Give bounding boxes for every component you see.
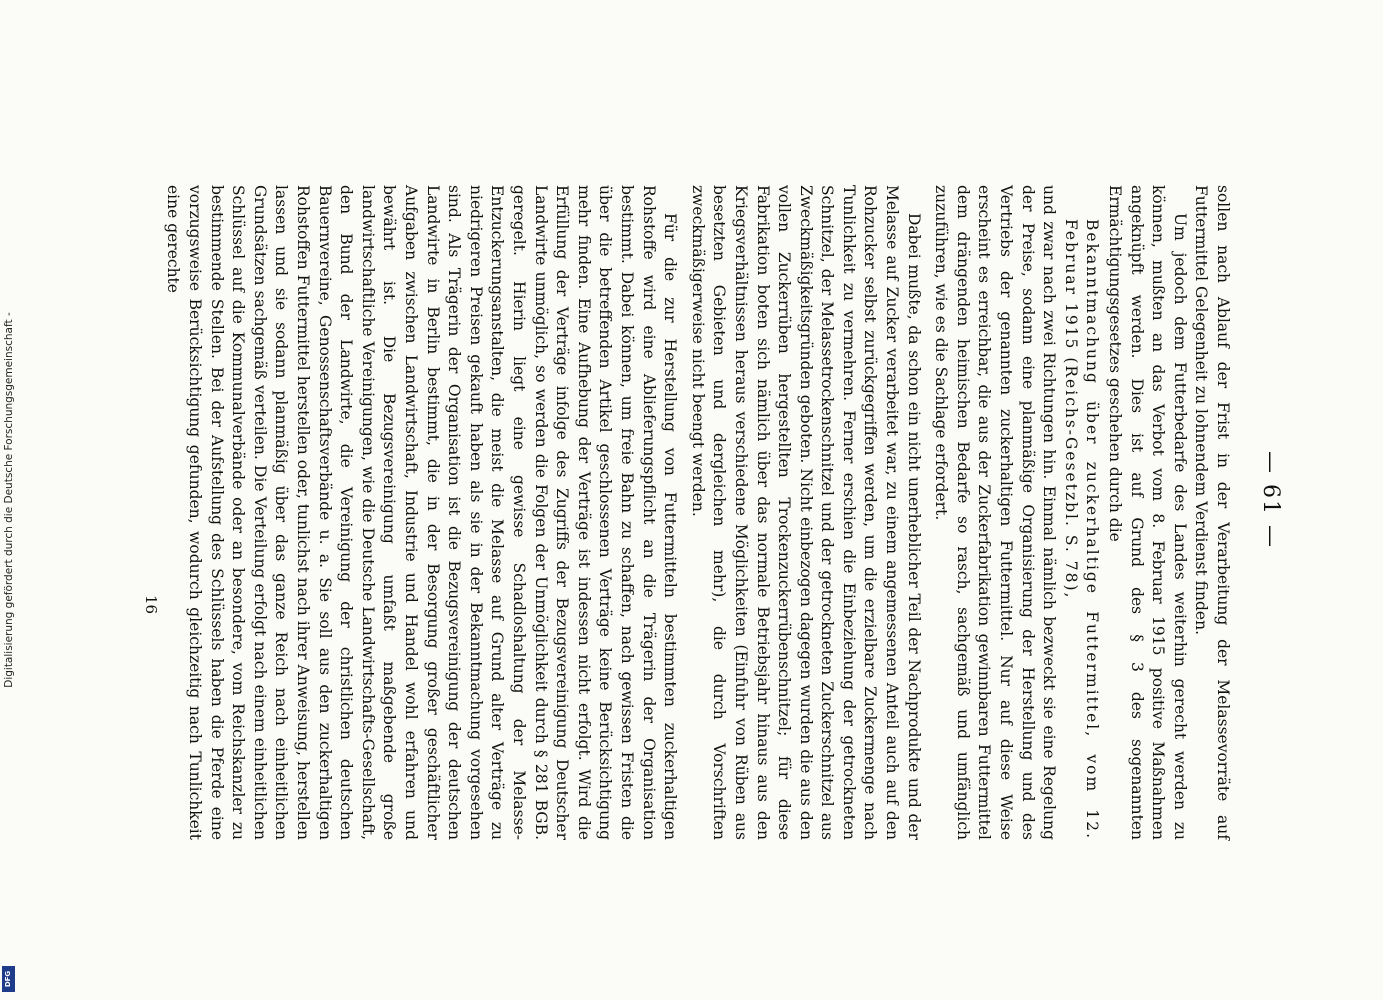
decree-title: Bekanntmachung über zuckerhaltige Futtermittel, vom 12. Februar 1915 (Reichs-Gesetzbl. S. 78),	[1061, 219, 1102, 840]
paragraph: und zwar nach zwei Richtungen hin. Einmal nämlich bezweckt sie eine Regelung der Preise, sodann eine planmäßige Organisierung der Herstellung und des Vertriebs der genannten zuckerhaltigen Futtermittel. Nur auf diese Weise erscheint es erreichbar, die aus der Zuckerfabrikation gewinnbaren Futtermittel dem drängenden heimischen Bedarfe so rasch, sachgemäß und umfänglich zuzuführen, wie es die Sachlage erfordert.	[932, 185, 1059, 840]
funding-note: Digitalisierung gefördert durch die Deutsche Forschungsgemeinschaft -	[3, 312, 15, 688]
dfg-logo-icon	[2, 966, 15, 992]
paragraph: Für die zur Herstellung von Futtermitteln bestimmten zuckerhaltigen Rohstoffe wird eine Ablieferungspflicht an die Trägerin der Organisation bestimmt. Dabei können, um freie Bahn zu schaffen, nach gewissen Fristen die über die betreffenden Artikel geschlossenen Verträge keine Berücksichtigung mehr finden. Eine Aufhebung der Verträge ist indessen nicht erfolgt. Wird die Erfüllung der Verträge infolge des Zugriffs der Bezugsvereinigung Deutscher Landwirte unmöglich, so werden die Folgen der Unmöglichkeit durch § 281 BGB. geregelt. Hierin liegt eine gewisse Schadloshaltung der Melasse-Entzuckerungsanstalten, die meist die Melasse auf Grund alter Verträge zu niedrigeren Preisen gekauft haben als sie in der Bekanntmachung vorgesehen sind. Als Trägerin der Organisation ist die Bezugsvereinigung der deutschen Landwirte in Berlin bestimmt, die in der Besorgung großer geschäftlicher Aufgaben zwischen Landwirtschaft, Industrie und Handel wohl erfahren und bewährt ist. Die Bezugsvereinigung umfaßt maßgebende große landwirtschaftliche Vereinigungen, wie die Deutsche Landwirtschafts-Gesellschaft, den Bund der Landwirte, die Vereinigung der christlichen deutschen Bauernvereine, Genossenschaftsverbände u. a. Sie soll aus den zuckerhaltigen Rohstoffen Futtermittel herstellen oder, tunlichst nach ihrer Anweisung, herstellen lassen und sie sodann planmäßig über das ganze Reich nach einheitlichen Grundsätzen sachgemäß verteilen. Die Verteilung erfolgt nach einem einheitlichen Schlüssel auf die Kommunalverbände oder an besondere, vom Reichskanzler zu bestimmende Stellen. Bei der Aufstellung des Schlüssels haben die Pferde eine vorzugsweise Berücksichtigung gefunden, wodurch gleichzeitig nach Tunlichkeit eine gerechte	[164, 185, 680, 840]
page-number-header: — 61 —	[1258, 451, 1283, 549]
paragraph: Dabei mußte, da schon ein nicht unerheblicher Teil der Nachprodukte und der Melasse auf Zucker verarbeitet war, zu einem angemessenen Anteil auch auf den Rohzucker selbst zurückgegriffen werden, um die erzielbare Zuckermenge nach Tunlichkeit zu vermehren. Ferner erschien die Einbeziehung der getrockneten Schnitzel, der Melassetrockenschnitzel und der getrockneten Zuckerschnitzel aus Zweckmäßigkeitsgründen geboten. Nicht einbezogen dagegen wurden die aus den vollen Zuckerrüben hergestellten Trockenzuckerrübenschnitzel; für diese Fabrikation boten sich nämlich über das normale Betriebsjahr hinaus aus den Kriegsverhältnissen heraus verschiedene Möglichkeiten (Einfuhr von Rüben aus besetzten Gebieten und dergleichen mehr), die durch Vorschriften zweckmäßigerweise nicht beengt werden.	[688, 185, 923, 840]
dfg-logo-text: DFG	[4, 970, 13, 988]
digitization-sidebar	[0, 0, 18, 1000]
paragraph: Um jedoch dem Futterbedarfe des Landes weiterhin gerecht werden zu können, mußten an das Verbot vom 8. Februar 1915 positive Maßnahmen angeknüpft werden. Dies ist auf Grund des § 3 des sogenannten Ermächtigungsgesetzes geschehen durch die	[1106, 185, 1189, 840]
signature-mark: 16	[142, 595, 160, 615]
paragraph-continuation: sollen nach Ablauf der Frist in der Verarbeitung der Melassevorräte auf Futtermittel Gelegenheit zu lohnendem Verdienst finden.	[1192, 185, 1232, 840]
body-text	[162, 185, 1233, 840]
